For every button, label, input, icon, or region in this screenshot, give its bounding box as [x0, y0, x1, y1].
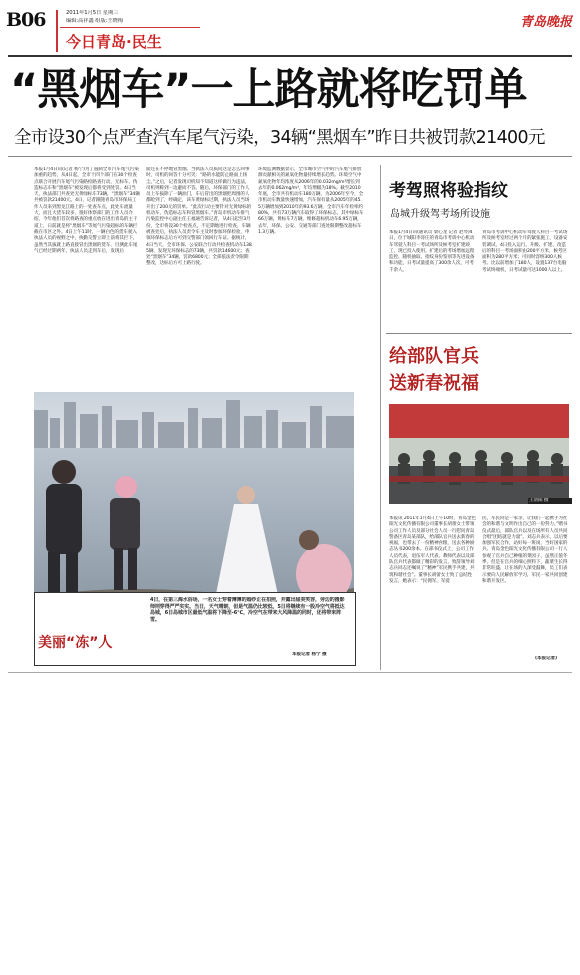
- lead-headline: “黑烟车”一上路就将吃罚单: [10, 65, 527, 115]
- section-title: 今日青岛·民生: [66, 33, 162, 51]
- masthead-logo: 青岛晚报: [520, 15, 573, 30]
- lead-rule: [8, 156, 572, 157]
- exam-subhead: 岛城升级驾考场所设施: [390, 209, 490, 220]
- army-headline-1: 给部队官兵: [389, 346, 479, 367]
- exam-rule: [386, 333, 572, 334]
- exam-headline: 考驾照将验指纹: [389, 181, 508, 201]
- photo-credit: 本报记者 杨宁 摄: [292, 652, 327, 657]
- editor-line: 编辑:高祥鑫 组版:王晓梅: [66, 18, 123, 24]
- exam-col-1: 本报1月4日讯(通讯员 栾心龙 记者 赵琴)4日，位于城阳李哥庄的青岛市考训中心机动车驾驶人科目一考试场所及候考室扩建竣工，现已投入使用。扩建后的考场增加远程监控、随机抽取、指纹身份鉴别等先进设备和功能，日考试量提高了300余人次，可考千余人。: [389, 230, 475, 273]
- bottom-rule: [8, 672, 572, 673]
- army-photo: [389, 404, 569, 504]
- lead-col-3: 环境监测数据显示，全市城市空气中的汽车尾气排放源贡献相关的氮氧化物量持续增长趋势。环境空气中氮氧化物年均浓度从2006年的0.032mg/m³增长到去年的0.062mg/m³，年均增幅为18%。截至2010年底，全市共有机动车180万辆，为2006年至今，全市机动车数量快速增加，汽车保有量从2005年的45.5万辆增加到2010年的93.6万辆，全市汽车年检率约80%，共有73万辆汽车取得了环保标志，其中绿标车66万辆，黄标车7万辆，维修超标机动车6.95万辆，去年，环保、公安、交通等部门查处限期整改超标车1.3万辆。: [258, 167, 364, 235]
- page-code: B06: [6, 9, 46, 31]
- army-col-1: 本报讯 2011年1月4日上午10时，青岛金色阳光文化传播有限公司董事长胡蕾女士带领公司工作人员及部分社会人员一行慰问青岛警备区青岛某部队，给部队官兵送去新春的祝福，也带去了一份精神食粮，送去各种励志丛书200余本。在部书仪式上，公司工作人员代表，退伍军人代表，教师代表以及部队官兵代表都做了精彩的发言，致辞领导刘志兵同志还嘱说了“精神”军民携手共建，共筑和谐社会”。董事长胡蕾女士致了总结性发言，她表示：“民拥军，军爱: [389, 516, 476, 584]
- army-photo-credit: 王清阳 摄: [528, 498, 572, 504]
- header-divider-v: [56, 10, 58, 52]
- lead-col-2: 面还在不停地冒黑烟。当执法人员质问这是怎么回事时，司机的回答十分可笑：“路的水能防止路面上扬尘。”之后，记者发现司机知不知道这样做行为违法，司机则称到一边避而不答。随后，环保部门的工作人员上车拔除了一辆油门，车后冒出的黑烟把周围的人都呛到了，经确定，该车黄绿标过期，执法人员当场开出了200元的罚单。“此次行动主要针对无黄绿标的机动车，伪造标志车和冒黑烟车。”青岛市机动车排气污染监控中心副主任王福通告诉记者，从4日起至3月份，全市将设30个检查点，不定期地进行检查，车辆被查处后，执法人员责令车主及时参加环保检验，申领环保标志后方可到交警部门领回行车证。据统计，4日当天，全市环保、公安联合行动共检查机动车1385辆，发现无环保标志的73辆，共罚款14600元；查处“黑烟车”34辆，罚款6800元；全部依法责令限期整改，达标后方可上路行驶。: [146, 167, 252, 267]
- header-rule-short: [60, 27, 200, 28]
- lead-col-1: 本报1月4日讯(记者 杨宁)为了遏制全市汽车尾气污染加重的趋势，从4日起，全市十四个部门在30个检查点联合开展汽车尾气污染路检路查行动，无标车、伪造标志车和“黑烟车”被发现后都将受到处罚。4日当天，执法部门共查处无黄绿标车73辆，“黑烟车”34辆共被罚款21400元。4日，记者跟随青岛市环保局工作人员来到黑龙江路上的一处查车点，此处车流量大，而且大货车较多，很好体察部门的工作人员介绍，今年他们首次将路查的重点放在进出青岛的主干道上，日前就是将“黑烟车”等尾气污染超标的车辆拦截在市区之外。4日上午11时，一辆白色的货车驶入执法人员的视野之中，执勤交警立即上前将其拦下，虽然当其拔就上路直接冒出黑烟的货车，目测此车尾气已经过期两年，执法人员走到车后，发现后: [34, 167, 140, 254]
- army-photo-image: [389, 404, 569, 504]
- army-col-2: 民，军民同是一家亲，让我们一起携手为社会的和谐与文明作出自己的一份努力。”赠书仪式最后，部队官兵以及在场所有人员共同合唱“团结就是力量”。刘志兵表示，以后要加强军民合作，站好每一班岗，当好国家的兵。青岛金色阳光文化传播有限公司一行人参观了官兵自己种植的菜园子，虽然正值冬季，但是在官兵的细心照料下，蔬菜生长得非常旺盛，让在场的人深受鼓舞，员工们表示要向人民解放军学习，军民一家共同创建和谐开发区。: [482, 516, 568, 584]
- photo-caption: 4日，在第三海水浴场，一名女士穿着薄薄的婚纱正在拍照，并露出甜美笑容，旁边的摄影师则穿得严严实实。当日，天气晴朗，但是气温仍比较低，5日将继续有一股冷空气将抵达岛城，6日岛城市区最低气温将下降至-6℃，冷空气在带来大风降温的同时，还将带来阵雪。: [150, 597, 345, 624]
- army-credit: (本报记者): [535, 656, 557, 661]
- lead-subheadline: 全市设30个点严查汽车尾气污染，34辆“黑烟车”昨日共被罚款21400元: [14, 128, 545, 148]
- header-rule: [8, 55, 572, 57]
- army-headline-2: 送新春祝福: [389, 373, 479, 394]
- date-line: 2011年1月5日 星期三: [66, 10, 119, 16]
- exam-col-2: 青岛市考训中心机动车驾驶人科目一考试场所及候考室经过两个月的紧张施工，设备安装调试，4日投入运行。升级、扩建、改造后的科目一考场面积由200平方米，候考区面积为280平方米；可同时容纳300人候考。比以前增加了180人，设置137台电脑考试终端机，日考试量可达1000人以上。: [482, 230, 568, 273]
- photo-title: 美丽“冻”人: [38, 635, 113, 651]
- column-divider: [380, 165, 381, 670]
